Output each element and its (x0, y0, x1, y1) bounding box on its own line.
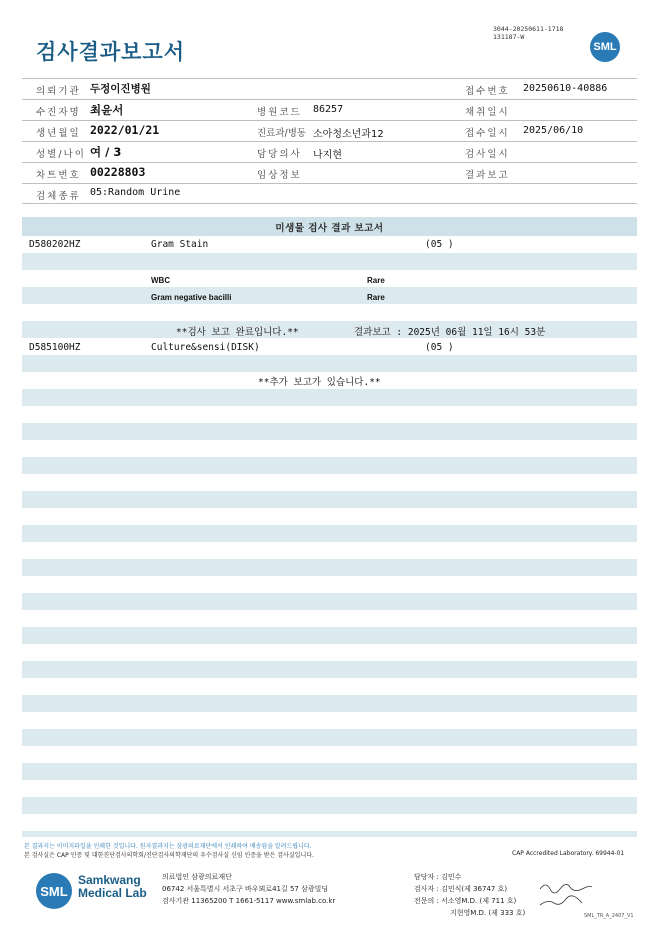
divider (22, 162, 637, 163)
document-id-line1: 3044-20250611-1718 (493, 25, 564, 33)
page-title: 검사결과보고서 (36, 40, 186, 64)
sml-footer-logo: SML (36, 873, 72, 909)
dept-value: 소아청소년과12 (313, 129, 384, 140)
gnb-label: Gram negative bacilli (151, 293, 232, 302)
test1-code: D580202HZ (29, 239, 81, 250)
additional-report-message: **추가 보고가 있습니다.** (258, 377, 381, 388)
row-band (22, 729, 637, 746)
document-id (493, 25, 563, 41)
row-band (22, 627, 637, 644)
cap-accreditation: CAP Accredited Laboratory. 69944-01 (512, 850, 625, 857)
lab-contact: 검사기관 11365200 T 1661-5117 www.smlab.co.kr (162, 897, 336, 905)
test-date-label: 검사일시 (465, 149, 510, 160)
name-label: 수진자명 (36, 107, 81, 118)
specimen-value: 05:Random Urine (90, 187, 181, 198)
hospital-label: 의뢰기관 (36, 86, 81, 97)
lab-address: 06742 서울특별시 서초구 바우뫼로41길 57 삼광빌딩 (162, 885, 329, 893)
test2-name: Culture&sensi(DISK) (151, 342, 260, 353)
test2-code: D585100HZ (29, 342, 81, 353)
row-band (22, 253, 637, 270)
brand-line2: Medical Lab (78, 886, 147, 900)
wbc-label: WBC (151, 276, 171, 285)
doctor-value: 나지현 (313, 150, 342, 161)
wbc-value: Rare (367, 276, 385, 285)
divider (22, 120, 637, 121)
receipt-date-label: 접수일시 (465, 128, 510, 139)
row-band (22, 287, 637, 304)
sml-logo: SML (590, 32, 620, 62)
document-id-line2: 131187-W (493, 33, 525, 41)
brand-name (78, 874, 147, 900)
row-band (22, 525, 637, 542)
staff-tester: 검사자 : 김민식(제 36747 호) (414, 885, 508, 893)
report-time: 결과보고 : 2025년 06월 11일 16시 53분 (354, 327, 546, 338)
receipt-date-value: 2025/06/10 (523, 125, 584, 136)
divider (22, 99, 637, 100)
specimen-label: 검체종류 (36, 191, 81, 202)
doctor-label: 담당의사 (257, 149, 302, 160)
row-band (22, 763, 637, 780)
divider (22, 141, 637, 142)
staff-specialist-1: 전문의 : 서소영M.D. (제 711 호) (414, 897, 517, 905)
report-complete-message: **검사 보고 완료입니다.** (176, 327, 299, 338)
test1-name: Gram Stain (151, 239, 209, 250)
collect-date-label: 채취일시 (465, 107, 510, 118)
test1-specimen: (05 ) (425, 239, 454, 250)
row-band (22, 797, 637, 814)
row-band (22, 457, 637, 474)
staff-specialist-2: 지현영M.D. (제 333 호) (450, 909, 526, 917)
divider (22, 203, 637, 204)
hospital-code-label: 병원코드 (257, 107, 302, 118)
signature-scribble (538, 879, 598, 911)
dob-label: 생년월일 (36, 128, 81, 139)
row-band (22, 423, 637, 440)
document-version: SML_TR_A_2407_V1 (584, 913, 634, 919)
footer-notice-cap: 본 검사실은 CAP 인증 및 대한진단검사의학회/진단검사의학재단의 우수검사실 신임 인증을 받은 검사실입니다. (24, 852, 314, 859)
gnb-value: Rare (367, 293, 385, 302)
divider (22, 183, 637, 184)
hospital-value: 두정이진병원 (90, 83, 151, 95)
row-band (22, 389, 637, 406)
lab-address-block (162, 871, 335, 907)
staff-manager: 담당자 : 김민수 (414, 873, 462, 881)
test2-specimen: (05 ) (425, 342, 454, 353)
chart-no-label: 차트번호 (36, 170, 81, 181)
receipt-no-label: 접수번호 (465, 86, 510, 97)
sex-age-value: 여 / 3 (90, 145, 122, 159)
report-label: 결과보고 (465, 170, 510, 181)
signatures-block (414, 871, 525, 919)
row-band (22, 593, 637, 610)
divider (22, 78, 637, 79)
name-value: 최윤서 (90, 103, 124, 117)
row-band (22, 491, 637, 508)
hospital-code-value: 86257 (313, 104, 344, 115)
footer-notice-print: 본 결과지는 이미지파일을 인쇄한 것입니다. 원자결과지는 삼광의료재단에서 인쇄하여 배송됨을 알려드립니다. (24, 843, 312, 850)
clinical-info-label: 임상정보 (257, 170, 302, 181)
dept-label: 진료과/병동 (257, 128, 307, 139)
lab-org: 의료법인 삼광의료재단 (162, 873, 232, 881)
dob-value: 2022/01/21 (90, 123, 160, 137)
results-section-title: 미생물 검사 결과 보고서 (275, 223, 384, 234)
row-band (22, 559, 637, 576)
receipt-no-value: 20250610-40886 (523, 83, 608, 94)
chart-no-value: 00228803 (90, 165, 146, 179)
row-band (22, 661, 637, 678)
sex-age-label: 성별/나이 (36, 149, 86, 160)
row-band (22, 355, 637, 372)
brand-line1: Samkwang (78, 873, 141, 887)
row-band (22, 695, 637, 712)
row-band (22, 831, 637, 837)
